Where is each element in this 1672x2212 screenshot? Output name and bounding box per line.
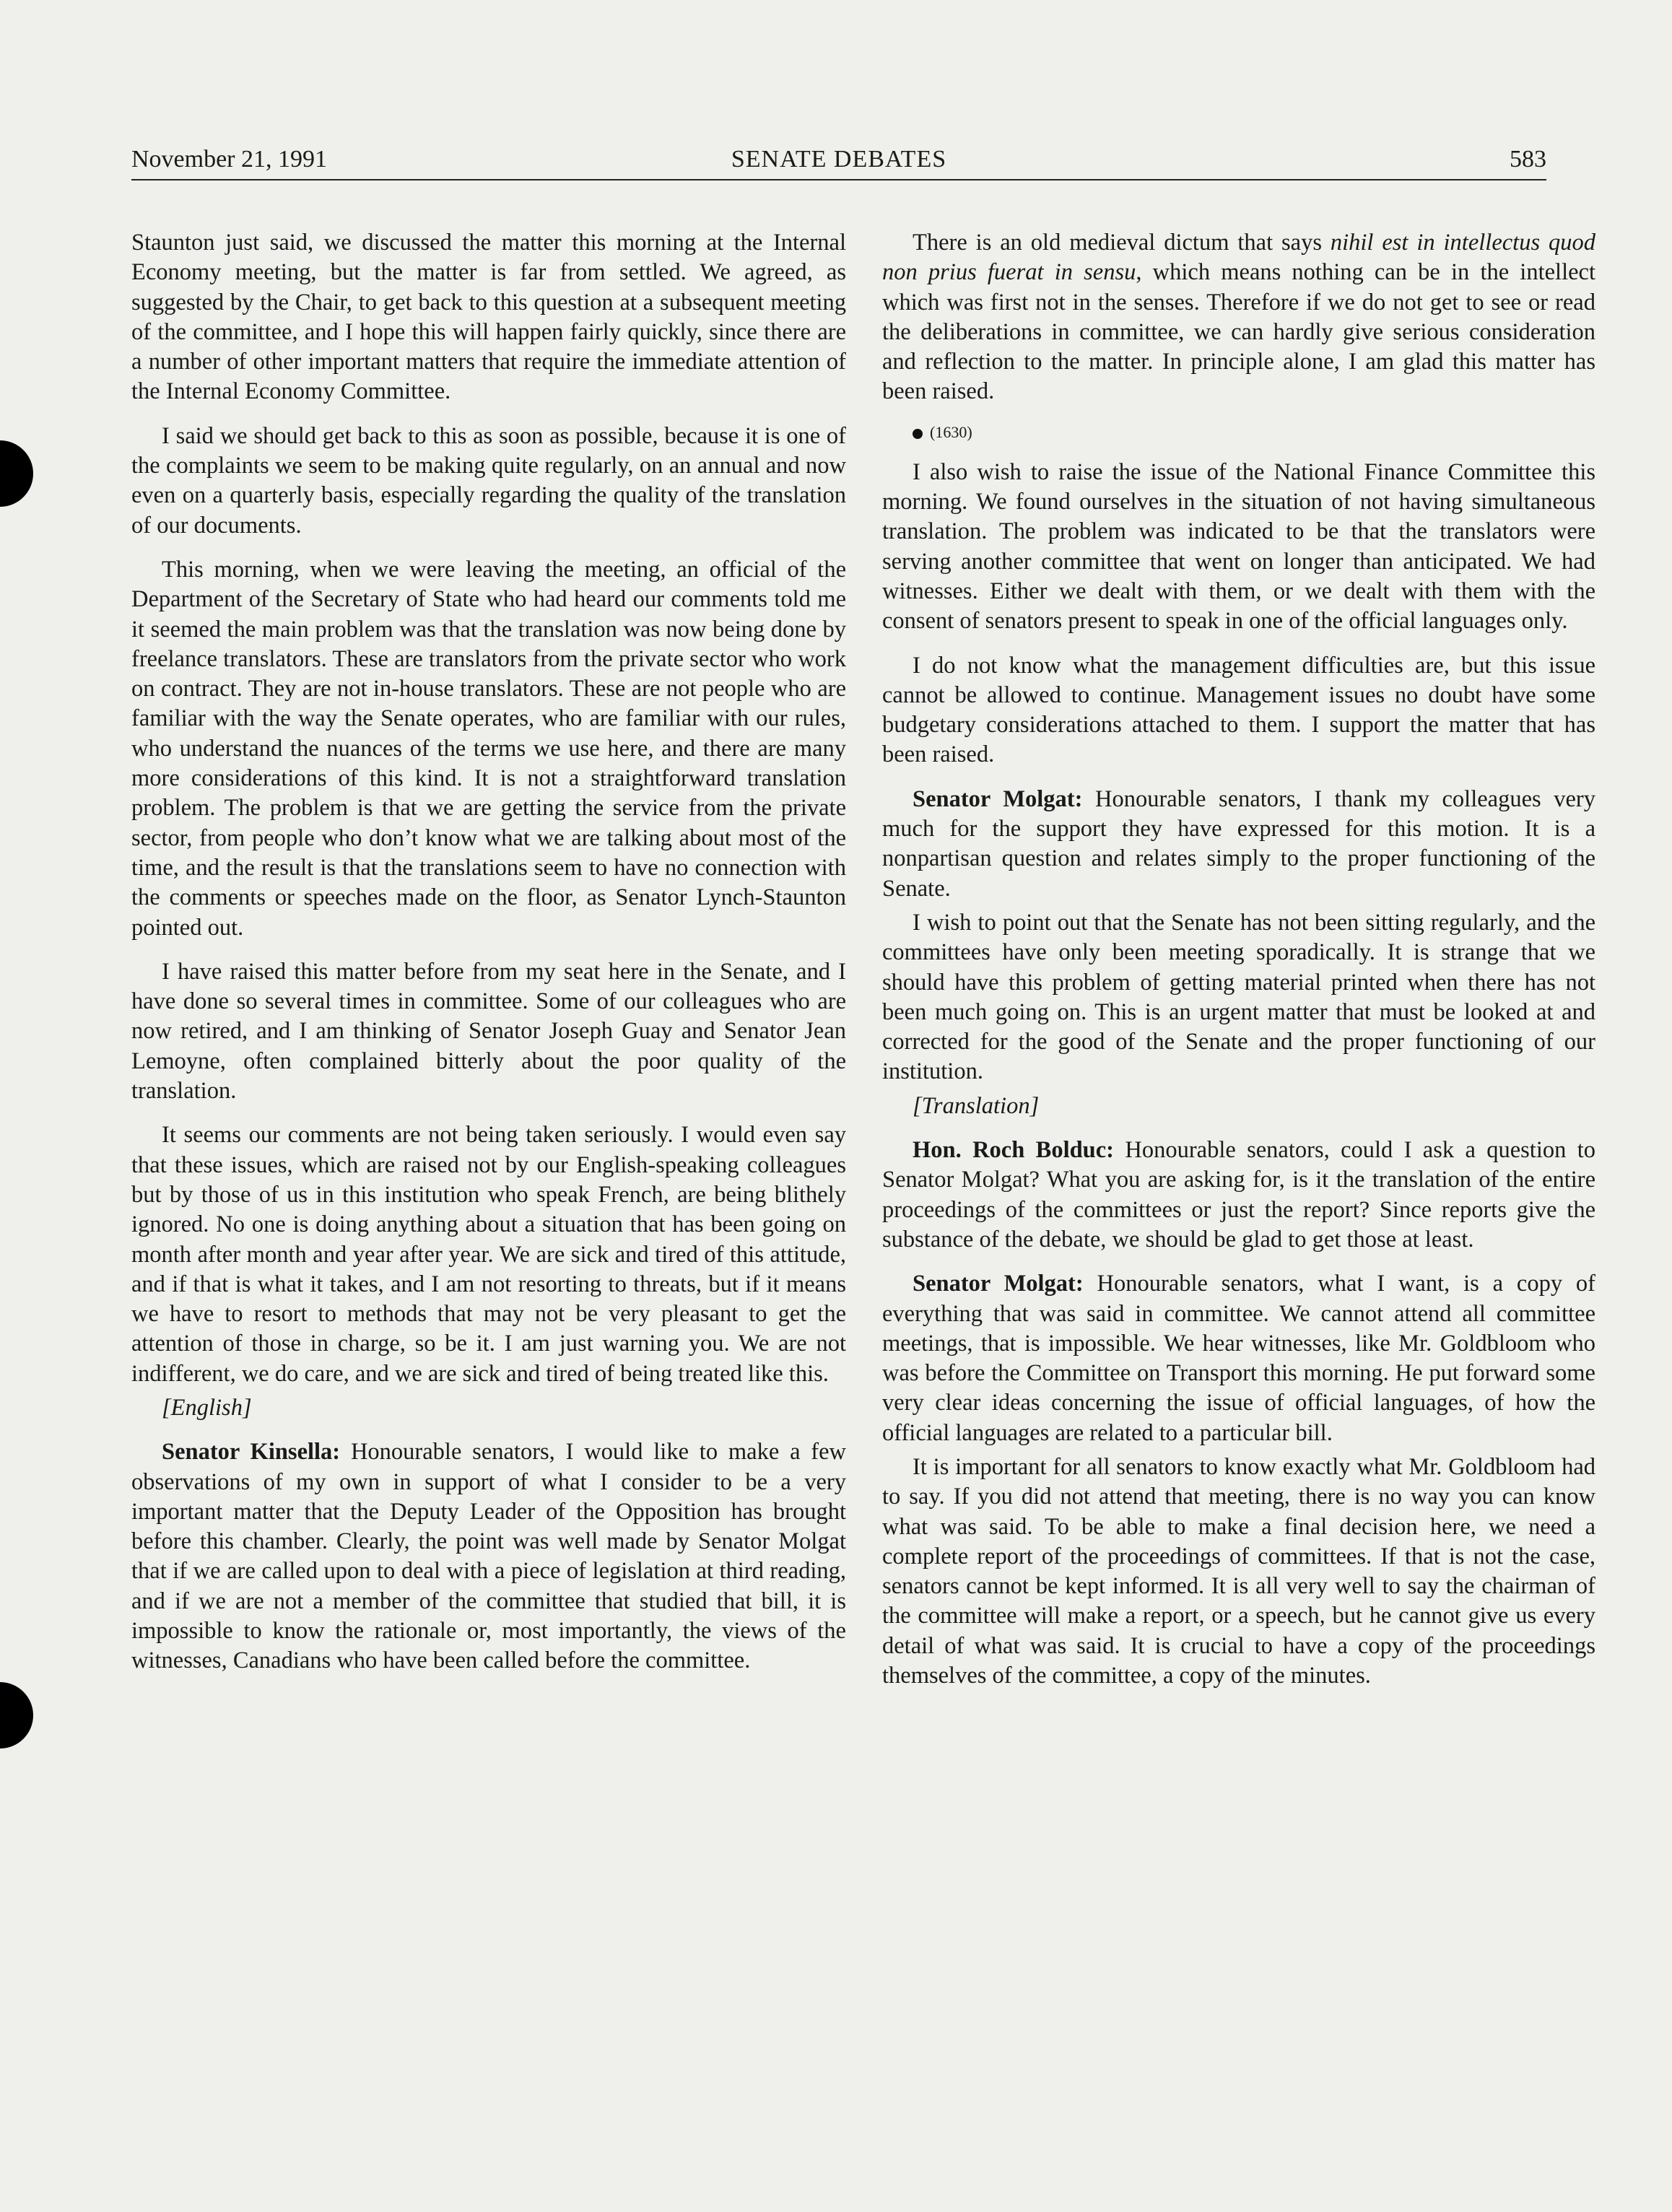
bullet-icon	[913, 429, 923, 439]
text-span: , which means nothing can be in the intellect which was first not in the senses. Therefore if we do not get to see or read the deliberations in committee, we can hardly give serious consideration and reflection to the matter. In principle alone, I am glad this matter has been raised.	[882, 259, 1595, 405]
speaker-name: Senator Molgat:	[913, 1271, 1084, 1297]
paragraph: It seems our comments are not being taken seriously. I would even say that these issues, which are raised not by our English-speaking colleagues but by those of us in this institution who speak French, are being blithely ignored. No one is doing anything about a situation that has been going on month after month and year after year. We are sick and tired of this attitude, and if that is what it takes, and I am not resorting to threats, but if it means we have to resort to methods that may not be very pleasant to get the attention of those in charge, so be it. I am just warning you. We are not indifferent, we do care, and we are sick and tired of being treated like this.	[131, 1122, 846, 1387]
binder-hole-bottom	[0, 1682, 33, 1749]
paragraph: I also wish to raise the issue of the National Finance Committee this morning. We found ourselves in the situation of not having simultaneous translation. The problem was indicated to be that the translators were serving another committee that went on longer than anticipated. We had witnesses. Either we dealt with them, or we dealt with them with the consent of senators present to speak in one of the official languages only.	[882, 458, 1595, 635]
left-column	[131, 228, 846, 1681]
speech-molgat	[882, 785, 1595, 904]
timestamp-text: (1630)	[930, 422, 972, 441]
section-tag-english: [English]	[162, 1394, 252, 1421]
speech-bolduc	[882, 1136, 1595, 1255]
page-header	[131, 141, 1546, 178]
binder-hole-top	[0, 440, 33, 507]
paragraph: I said we should get back to this as soon as possible, because it is one of the complaints we seem to be making quite regularly, on an annual and now even on a quarterly basis, especially regarding the quality of the translation of our documents.	[131, 422, 846, 539]
speaker-name: Hon. Roch Bolduc:	[913, 1137, 1114, 1164]
paragraph: It is important for all senators to know exactly what Mr. Goldbloom had to say. If you did not attend that meeting, there is no way you can know what was said. To be able to make a final decision here, we need a complete report of the proceedings of committees. If that is not the case, senators cannot be kept informed. It is all very well to say the chairman of the committee will make a report, or a speech, but he cannot give us every detail of what was said. It is crucial to have a copy of the proceedings themselves of the committee, a copy of the minutes.	[882, 1453, 1595, 1689]
page-number: 583	[1510, 146, 1546, 173]
text-span: There is an old medieval dictum that says	[913, 230, 1331, 256]
header-rule	[131, 179, 1546, 180]
paragraph: I have raised this matter before from my seat here in the Senate, and I have done so several times in committee. Some of our colleagues who are now retired, and I am thinking of Senator Joseph Guay and Senator Jean Lemoyne, often complained bitterly about the poor quality of the translation.	[131, 958, 846, 1105]
speaker-name: Senator Kinsella:	[162, 1439, 341, 1466]
speech-molgat	[882, 1269, 1595, 1448]
paragraph: I do not know what the management difficulties are, but this issue cannot be allowed to continue. Management issues no doubt have some budgetary considerations attached to them. I support the matter that has been raised.	[882, 652, 1595, 768]
right-column	[882, 228, 1595, 1705]
latin-quote: nihil est in intellectus quod non prius fuerat in sensu	[882, 230, 1595, 286]
speech-text: Honourable senators, could I ask a question to Senator Molgat? What you are asking for, is it the translation of the entire proceedings of the committees or just the report? Since reports give the substance of the debate, we should be glad to get those at least.	[882, 1137, 1595, 1253]
paragraph: I wish to point out that the Senate has not been sitting regularly, and the committees have only been meeting sporadically. It is strange that we should have this problem of getting material printed when there has not been much going on. This is an urgent matter that must be looked at and corrected for the good of the Senate and the proper functioning of our institution.	[882, 909, 1595, 1085]
speaker-name: Senator Molgat:	[913, 785, 1083, 812]
speech-text: Honourable senators, I thank my colleagues very much for the support they have expressed for this motion. It is a nonpartisan question and relates simply to the proper functioning of the Senate.	[882, 785, 1595, 902]
header-title: SENATE DEBATES	[731, 146, 947, 173]
paragraph-dictum	[882, 228, 1595, 407]
speech-text: Honourable senators, what I want, is a copy of everything that was said in committee. We cannot attend all committee meetings, that is impossible. We hear witnesses, like Mr. Goldbloom who was before the Committee on Transport this morning. He put forward some very clear ideas concerning the issue of official languages, of how the official languages are related to a particular bill.	[882, 1271, 1595, 1446]
paragraph: This morning, when we were leaving the meeting, an official of the Department of the Secretary of State who had heard our comments told me it seemed the main problem was that the translation was now being done by freelance translators. These are translators from the private sector who work on contract. They are not in-house translators. These are not people who are familiar with the way the Senate operates, who are familiar with our rules, who understand the nuances of the terms we use here, and there are many more considerations of this kind. It is not a straightforward translation problem. The problem is that we are getting the service from the private sector, from people who don’t know what we are talking about most of the time, and the result is that the translations seem to have no connection with the comments or speeches made on the floor, as Senator Lynch-Staunton pointed out.	[131, 556, 846, 941]
paragraph: Staunton just said, we discussed the matter this morning at the Internal Economy meeting, but the matter is far from settled. We agreed, as suggested by the Chair, to get back to this question at a subsequent meeting of the committee, and I hope this will happen fairly quickly, since there are a number of other important matters that require the immediate attention of the Internal Economy Committee.	[131, 230, 846, 405]
speech-text: Honourable senators, I would like to make a few observations of my own in support of what I consider to be a very important matter that the Deputy Leader of the Opposition has brought before this chamber. Clearly, the point was well made by Senator Molgat that if we are called upon to deal with a piece of legislation at third reading, and if we are not a member of the committee that studied that bill, it is impossible to know the rationale or, most importantly, the views of the witnesses, Canadians who have been called before the committee.	[131, 1439, 847, 1674]
header-date: November 21, 1991	[131, 146, 328, 173]
timestamp	[882, 422, 1595, 443]
section-tag-translation: [Translation]	[913, 1092, 1040, 1119]
speech-kinsella	[131, 1437, 846, 1676]
